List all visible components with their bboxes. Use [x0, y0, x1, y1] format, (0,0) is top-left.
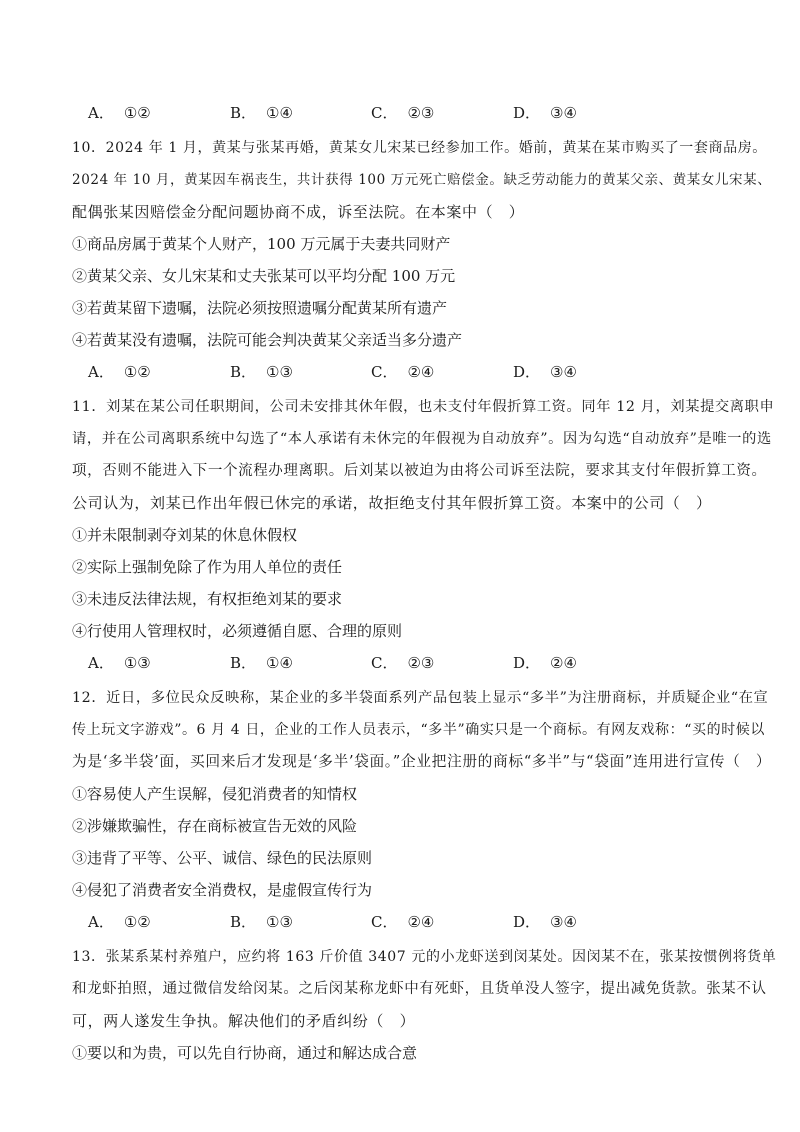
q12-stem-line-2: 传上玩文字游戏”。6 月 4 日，企业的工作人员表示，“多半”确实只是一个商标。有网友戏称：“买的时候以 — [72, 722, 765, 738]
q11-options — [88, 653, 648, 673]
q13-stem-line-1: 13．张某系某村养殖户，应约将 163 斤价值 3407 元的小龙虾送到闵某处。因闵某不在，张某按惯例将货单 — [72, 949, 777, 965]
q12-option-a[interactable]: A． ①② — [88, 913, 151, 931]
q11-statement-4: ④行使用人管理权时，必须遵循自愿、合理的原则 — [72, 622, 403, 640]
q11-option-b[interactable]: B． ①④ — [230, 654, 293, 672]
q10-options — [88, 362, 648, 382]
q10-stem-line-1: 10．2024 年 1 月，黄某与张某再婚，黄某女儿宋某已经参加工作。婚前，黄某在某市购买了一套商品房。 — [72, 140, 767, 156]
q13-stem-line-3: 可，两人遂发生争执。解决他们的矛盾纠纷（ ） — [72, 1012, 416, 1030]
q11-option-c[interactable]: C． ②③ — [371, 654, 435, 672]
q12-stem-line-3: 为是‘多半袋’面，买回来后才发现是‘多半’袋面。”企业把注册的商标“多半”与“袋面”连用进行宣传（ ） — [72, 753, 772, 770]
q12-stem-line-1: 12．近日，多位民众反映称，某企业的多半袋面系列产品包装上显示“多半”为注册商标，并质疑企业“在宣 — [72, 690, 769, 706]
q10-option-a[interactable]: A． ①② — [88, 363, 151, 381]
q12-option-b[interactable]: B． ①③ — [230, 913, 293, 931]
q13-statement-1: ①要以和为贵，可以先自行协商，通过和解达成合意 — [72, 1044, 418, 1062]
q12-statement-1: ①容易使人产生误解，侵犯消费者的知情权 — [72, 785, 358, 803]
q11-stem-line-4: 公司认为，刘某已作出年假已休完的承诺，故拒绝支付其年假折算工资。本案中的公司（ ） — [72, 494, 712, 512]
q12-statement-4: ④侵犯了消费者安全消费权，是虚假宣传行为 — [72, 881, 373, 899]
q9-option-d[interactable]: D． ③④ — [513, 104, 577, 122]
q12-option-c[interactable]: C． ②④ — [371, 913, 435, 931]
q10-statement-3: ③若黄某留下遗嘱，法院必须按照遗嘱分配黄某所有遗产 — [72, 299, 448, 317]
q12-option-d[interactable]: D． ③④ — [513, 913, 577, 931]
q11-stem-line-2: 请，并在公司离职系统中勾选了“本人承诺有未休完的年假视为自动放弃”。因为勾选“自动放弃”是唯一的选 — [72, 431, 772, 447]
q10-statement-2: ②黄某父亲、女儿宋某和丈夫张某可以平均分配 100 万元 — [72, 267, 456, 285]
q10-option-b[interactable]: B． ①③ — [230, 363, 293, 381]
q9-options — [88, 103, 648, 123]
q10-statement-1: ①商品房属于黄某个人财产，100 万元属于夫妻共同财产 — [72, 235, 451, 253]
q11-statement-2: ②实际上强制免除了作为用人单位的责任 — [72, 558, 343, 576]
q10-option-d[interactable]: D． ③④ — [513, 363, 577, 381]
q13-stem-line-2: 和龙虾拍照，通过微信发给闵某。之后闵某称龙虾中有死虾，且货单没人签字，提出减免货款。张某不认 — [72, 981, 767, 997]
q12-options — [88, 912, 648, 932]
q10-statement-4: ④若黄某没有遗嘱，法院可能会判决黄某父亲适当多分遗产 — [72, 331, 463, 349]
q11-stem-line-3: 项，否则不能进入下一个流程办理离职。后刘某以被迫为由将公司诉至法院，要求其支付年假折算工资。 — [72, 463, 767, 479]
q11-option-a[interactable]: A． ①③ — [88, 654, 151, 672]
q10-stem-line-3: 配偶张某因赔偿金分配问题协商不成，诉至法院。在本案中（ ） — [72, 203, 525, 221]
q12-statement-2: ②涉嫌欺骗性，存在商标被宣告无效的风险 — [72, 817, 358, 835]
q12-statement-3: ③违背了平等、公平、诚信、绿色的民法原则 — [72, 849, 373, 867]
q9-option-b[interactable]: B． ①④ — [230, 104, 293, 122]
q11-statement-1: ①并未限制剥夺刘某的休息休假权 — [72, 526, 298, 544]
q11-stem-line-1: 11．刘某在某公司任职期间，公司未安排其休年假，也未支付年假折算工资。同年 12 月，刘某提交离职申 — [72, 399, 775, 415]
q10-option-c[interactable]: C． ②④ — [371, 363, 435, 381]
q11-statement-3: ③未违反法律法规，有权拒绝刘某的要求 — [72, 590, 343, 608]
q9-option-a[interactable]: A． ①② — [88, 104, 151, 122]
q11-option-d[interactable]: D． ②④ — [513, 654, 577, 672]
q10-stem-line-2: 2024 年 10 月，黄某因车祸丧生，共计获得 100 万元死亡赔偿金。缺乏劳动能力的黄某父亲、黄某女儿宋某、 — [72, 172, 772, 188]
q9-option-c[interactable]: C． ②③ — [371, 104, 435, 122]
